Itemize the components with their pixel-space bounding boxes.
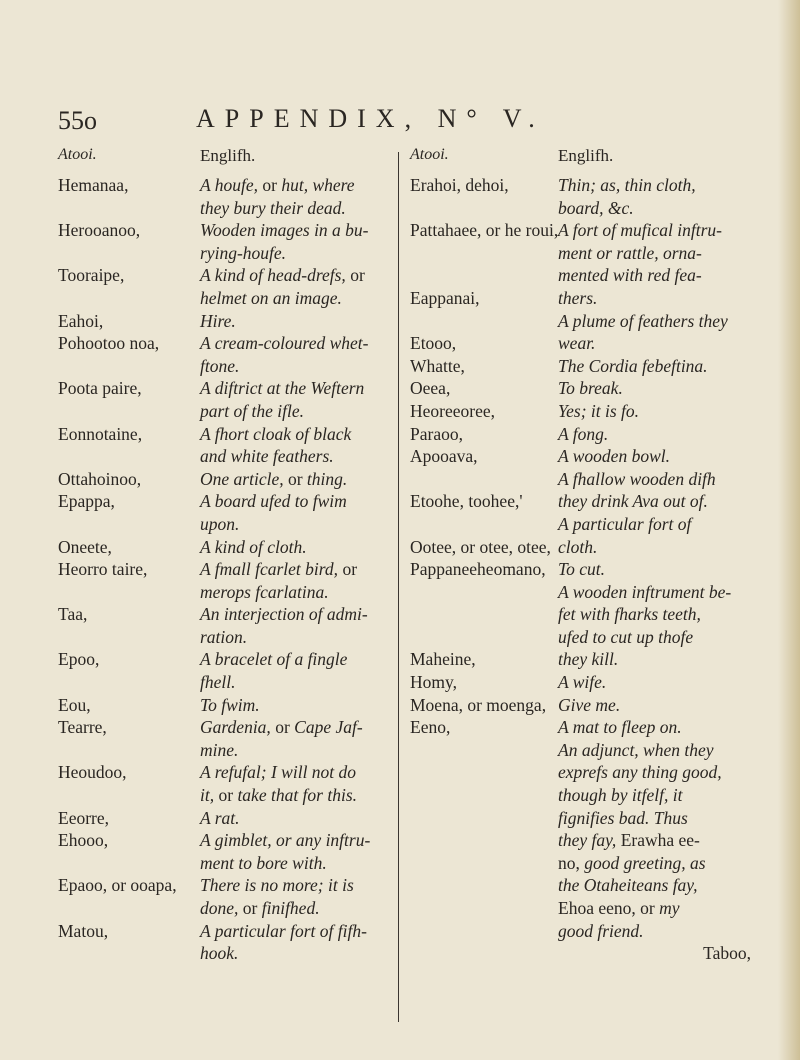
english-line (558, 332, 773, 355)
english-text: A wooden bowl. (558, 446, 670, 467)
english-text: Erawha ee- (620, 830, 700, 851)
english-text: upon. (200, 513, 240, 534)
english-line (200, 852, 400, 875)
english-text: An adjunct, when they (558, 739, 714, 760)
atooi-word: Oeea, (410, 378, 451, 399)
english-line (558, 694, 773, 717)
atooi-word: Tearre, (58, 717, 107, 738)
atooi-word: Epappa, (58, 491, 115, 512)
atooi-word: Oneete, (58, 536, 112, 557)
english-line (558, 784, 773, 807)
english-text: A houfe, (200, 175, 263, 195)
english-text: and white feathers. (200, 446, 334, 467)
atooi-word: Taa, (58, 604, 88, 625)
english-text: A diftrict at the Weftern (200, 378, 365, 399)
english-line (558, 468, 773, 491)
english-text: or (287, 468, 307, 489)
atooi-word: Hemanaa, (58, 175, 129, 195)
english-text: A bracelet of a fingle (200, 649, 348, 670)
english-line (558, 558, 773, 581)
english-text: they bury their dead. (200, 197, 346, 218)
english-text: thing. (306, 468, 348, 489)
english-text: ufed to cut up thofe (558, 626, 694, 647)
atooi-word: Eeorre, (58, 807, 110, 828)
english-text: To fwim. (200, 694, 260, 715)
english-text: hut, where (281, 175, 355, 195)
atooi-word: Ootee, or otee, otee, (410, 536, 551, 557)
english-line (558, 852, 773, 875)
atooi-word: Poota paire, (58, 378, 142, 399)
english-line (200, 761, 400, 784)
english-text: or (262, 175, 282, 195)
english-line (558, 310, 773, 333)
english-line (558, 242, 773, 265)
english-line (558, 807, 773, 830)
english-line (200, 242, 400, 265)
english-line (200, 942, 400, 965)
english-text: exprefs any thing good, (558, 762, 722, 783)
atooi-word: Moena, or moenga, (410, 694, 547, 715)
atooi-word: Eahoi, (58, 310, 104, 331)
english-text: A gimblet, or any inftru- (200, 830, 371, 851)
english-line (558, 536, 773, 559)
english-line (200, 423, 400, 446)
english-line (558, 287, 773, 310)
page-number: 55o (58, 106, 97, 135)
english-line (558, 920, 773, 943)
column-divider (398, 152, 399, 1022)
page-edge-shadow (778, 0, 800, 1060)
english-text: merops fcarlatina. (200, 581, 329, 602)
english-line (200, 445, 400, 468)
english-text: A rat. (200, 807, 240, 828)
english-text: ment to bore with. (200, 852, 327, 873)
english-text: they kill. (558, 649, 619, 670)
english-text: my (659, 898, 680, 918)
english-line (200, 626, 400, 649)
english-text: thers. (558, 287, 598, 308)
english-text: or (218, 785, 238, 806)
english-text: A plume of feathers they (558, 310, 728, 331)
english-line (558, 445, 773, 468)
english-text: fet with fharks teeth, (558, 604, 701, 625)
english-text: no, (558, 852, 585, 873)
english-line (558, 219, 773, 242)
atooi-word: Paraoo, (410, 423, 463, 444)
english-text: rying-houfe. (200, 242, 287, 263)
english-text: they drink Ava out of. (558, 491, 708, 512)
english-text: fhell. (200, 672, 236, 693)
english-text: Ehoa eeno, or (558, 898, 660, 918)
english-line (200, 897, 400, 920)
english-text: A fong. (558, 423, 609, 444)
english-line (558, 355, 773, 378)
left-atooi-heading: Atooi. (58, 146, 97, 163)
english-line (200, 355, 400, 378)
english-text: An interjection of admi- (200, 604, 368, 625)
english-line (558, 739, 773, 762)
english-text: good friend. (558, 920, 644, 941)
english-line (200, 558, 400, 581)
english-text: done, (200, 898, 243, 918)
atooi-word: Ehooo, (58, 830, 109, 851)
english-text: mine. (200, 739, 239, 760)
english-text: though by itfelf, it (558, 785, 683, 806)
english-line (200, 197, 400, 220)
english-line (558, 513, 773, 536)
english-line (200, 490, 400, 513)
english-line (200, 536, 400, 559)
english-line (558, 648, 773, 671)
atooi-word: Eou, (58, 694, 91, 715)
english-text: finifhed. (261, 898, 320, 918)
catchword: Taboo, (703, 943, 751, 964)
english-text: A kind of head-drefs, (200, 265, 351, 286)
atooi-word: Heoudoo, (58, 762, 127, 783)
english-line (558, 874, 773, 897)
english-line (200, 648, 400, 671)
atooi-word: Epoo, (58, 649, 100, 670)
english-line (558, 377, 773, 400)
atooi-word: Etooo, (410, 333, 457, 354)
atooi-word: Homy, (410, 672, 457, 693)
english-line (558, 197, 773, 220)
english-line (558, 490, 773, 513)
english-text: wear. (558, 333, 596, 354)
english-text: ftone. (200, 355, 240, 376)
english-text: helmet on an image. (200, 287, 342, 308)
atooi-word: Eappanai, (410, 287, 480, 308)
english-text: ration. (200, 626, 248, 647)
atooi-word: Pohootoo noa, (58, 333, 160, 354)
english-line (200, 739, 400, 762)
english-line (200, 694, 400, 717)
right-atooi-heading: Atooi. (410, 146, 449, 163)
english-text: A particular fort of (558, 513, 692, 534)
atooi-word: Epaoo, or ooapa, (58, 875, 177, 896)
english-text: A fort of mufical inftru- (558, 220, 722, 241)
atooi-word: Matou, (58, 920, 109, 941)
left-english-column (200, 146, 400, 965)
english-line (200, 716, 400, 739)
english-text: take that for this. (237, 785, 358, 806)
right-english-heading: Englifh. (558, 146, 614, 165)
english-text: A wife. (558, 672, 607, 693)
english-text: Hire. (200, 310, 236, 331)
atooi-word: Ottahoinoo, (58, 468, 142, 489)
english-line (200, 377, 400, 400)
running-head: APPENDIX, N° V. (196, 104, 545, 133)
english-text: or (275, 717, 295, 738)
english-line (200, 400, 400, 423)
english-line (558, 264, 773, 287)
english-text: One article, (200, 468, 288, 489)
english-text: There is no more; it is (200, 875, 354, 896)
english-text: To cut. (558, 559, 606, 580)
english-line (558, 400, 773, 423)
english-line (200, 174, 400, 197)
english-line (558, 897, 773, 920)
english-line (558, 671, 773, 694)
english-text: part of the ifle. (200, 400, 305, 421)
english-line (558, 761, 773, 784)
english-line (200, 468, 400, 491)
english-line (558, 716, 773, 739)
english-text: A kind of cloth. (200, 536, 307, 557)
english-text: Yes; it is fo. (558, 400, 640, 421)
english-text: To break. (558, 378, 623, 399)
english-text: A wooden inftrument be- (558, 581, 732, 602)
english-line (200, 807, 400, 830)
atooi-word: Maheine, (410, 649, 476, 670)
left-english-heading: Englifh. (200, 146, 256, 165)
english-line (558, 423, 773, 446)
english-text: Gardenia, (200, 717, 276, 738)
english-line (558, 174, 773, 197)
english-line (200, 264, 400, 287)
atooi-word: Apooava, (410, 446, 478, 467)
english-line (200, 219, 400, 242)
atooi-word: Heorro taire, (58, 559, 148, 580)
atooi-word: Pappaneeheomano, (410, 559, 546, 580)
english-text: the Otaheiteans fay, (558, 875, 698, 896)
english-text: A fmall fcarlet bird, (200, 559, 343, 580)
atooi-word: Heoreeoree, (410, 400, 496, 421)
english-text: Thin; as, thin cloth, (558, 175, 696, 195)
english-text: Wooden images in a bu- (200, 220, 369, 241)
atooi-word: Eonnotaine, (58, 423, 143, 444)
english-line (558, 581, 773, 604)
english-text: or (342, 559, 358, 580)
english-line (200, 513, 400, 536)
english-text: Give me. (558, 694, 621, 715)
english-line (200, 784, 400, 807)
english-text: A board ufed to fwim (200, 491, 347, 512)
english-line (200, 287, 400, 310)
english-text: ment or rattle, orna- (558, 242, 702, 263)
english-text: it, (200, 785, 219, 806)
english-line (200, 671, 400, 694)
english-text: A fhort cloak of black (200, 423, 352, 444)
english-line (558, 603, 773, 626)
english-text: A particular fort of fifh- (200, 920, 367, 941)
english-line (200, 310, 400, 333)
atooi-word: Herooanoo, (58, 220, 141, 241)
english-line (558, 626, 773, 649)
atooi-word: Pattahaee, or he roui, (410, 220, 559, 241)
right-english-column (558, 146, 773, 965)
english-text: hook. (200, 943, 239, 964)
english-text: A cream-coloured whet- (200, 333, 369, 354)
english-text: they fay, (558, 830, 621, 851)
english-text: Cape Jaf- (294, 717, 363, 738)
atooi-word: Eeno, (410, 717, 451, 738)
english-text: mented with red fea- (558, 265, 702, 286)
english-line (200, 874, 400, 897)
english-text: or (350, 265, 365, 286)
atooi-word: Whatte, (410, 355, 465, 376)
english-text: A refufal; I will not do (200, 762, 357, 783)
english-line (200, 581, 400, 604)
english-line (200, 332, 400, 355)
english-text: board, &c. (558, 197, 634, 218)
english-text: fignifies bad. Thus (558, 807, 688, 828)
english-text: or (242, 898, 262, 918)
atooi-word: Erahoi, dehoi, (410, 175, 509, 195)
english-text: A fhallow wooden difh (558, 468, 716, 489)
english-text: cloth. (558, 536, 598, 557)
atooi-word: Tooraipe, (58, 265, 125, 286)
english-text: good greeting, as (584, 852, 706, 873)
atooi-word: Etoohe, toohee,' (410, 491, 523, 512)
english-line (200, 920, 400, 943)
english-line (200, 829, 400, 852)
english-line (558, 829, 773, 852)
english-line (200, 603, 400, 626)
english-text: A mat to fleep on. (558, 717, 682, 738)
english-text: The Cordia febeftina. (558, 355, 708, 376)
